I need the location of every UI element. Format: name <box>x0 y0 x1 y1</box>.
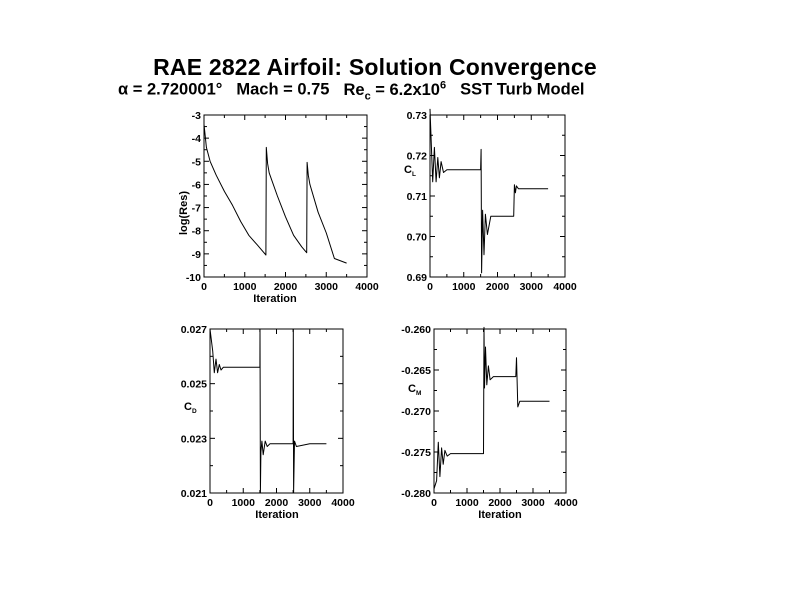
series-line <box>204 124 347 263</box>
x-tick-label: 3000 <box>519 281 543 293</box>
plot-frame <box>204 115 367 277</box>
x-tick-label: 4000 <box>355 281 379 293</box>
y-axis-label: $C_M$ <box>408 383 422 397</box>
y-tick-label: -3 <box>191 110 201 122</box>
y-tick-label: 0.021 <box>180 488 207 500</box>
mach-label: Mach = 0.75 <box>236 80 330 99</box>
y-tick-label: -9 <box>191 248 201 261</box>
x-tick-label: 3000 <box>314 281 338 293</box>
y-axis-label: log(Res) <box>178 191 190 235</box>
x-tick-label: 1000 <box>452 281 476 293</box>
x-tick-label: 1000 <box>231 497 255 509</box>
x-tick-label: 2000 <box>485 281 510 293</box>
y-tick-label: 0.73 <box>406 110 427 122</box>
x-tick-label: 1000 <box>233 281 257 293</box>
x-tick-label: 0 <box>427 281 433 293</box>
x-tick-label: 4000 <box>331 497 355 509</box>
y-tick-label: 0.69 <box>406 272 427 284</box>
y-tick-label: -0.270 <box>401 406 431 418</box>
x-tick-label: 2000 <box>488 497 512 509</box>
x-tick-label: 0 <box>431 497 437 509</box>
x-tick-label: 3000 <box>521 497 545 509</box>
y-axis-label: $C_D$ <box>184 401 197 415</box>
y-tick-label: -10 <box>185 272 201 284</box>
x-tick-label: 3000 <box>298 497 322 509</box>
series-line <box>210 329 326 493</box>
y-tick-label: 0.70 <box>406 231 427 244</box>
y-tick-label: -0.260 <box>401 324 431 336</box>
series-line <box>430 109 548 273</box>
y-tick-label: -8 <box>191 225 201 238</box>
x-axis-label: Iteration <box>253 293 297 305</box>
y-tick-label: 0.71 <box>406 191 427 203</box>
x-tick-label: 0 <box>201 281 207 293</box>
reynolds-label: $Re_c = 6.2x10^6$ <box>343 79 447 102</box>
x-tick-label: 0 <box>207 497 213 509</box>
y-tick-label: -0.265 <box>401 365 431 377</box>
x-axis-label: Iteration <box>255 509 299 521</box>
chart-title: RAE 2822 Airfoil: Solution Convergence <box>153 54 597 80</box>
y-tick-label: -0.275 <box>401 447 431 459</box>
x-tick-label: 1000 <box>455 497 479 509</box>
alpha-label: α = 2.720001° <box>118 80 223 99</box>
x-tick-label: 2000 <box>264 497 289 509</box>
y-tick-label: -4 <box>191 133 201 146</box>
x-tick-label: 2000 <box>273 281 298 293</box>
turbulence-model-label: SST Turb Model <box>460 80 585 99</box>
y-tick-label: -0.280 <box>401 488 431 500</box>
plot-frame <box>434 329 566 493</box>
series-line <box>434 327 550 489</box>
y-tick-label: -6 <box>191 179 201 192</box>
x-tick-label: 4000 <box>553 281 577 293</box>
y-tick-label: 0.72 <box>406 150 427 163</box>
x-axis-label: Iteration <box>478 509 522 521</box>
plot-frame <box>430 115 565 277</box>
y-tick-label: -5 <box>191 156 201 169</box>
y-tick-label: 0.023 <box>180 433 207 446</box>
plot-frame <box>210 329 343 493</box>
y-tick-label: 0.027 <box>180 324 207 336</box>
x-tick-label: 4000 <box>554 497 578 509</box>
y-axis-label: $C_L$ <box>404 164 416 178</box>
y-tick-label: -7 <box>191 202 201 215</box>
y-tick-label: 0.025 <box>180 378 207 391</box>
